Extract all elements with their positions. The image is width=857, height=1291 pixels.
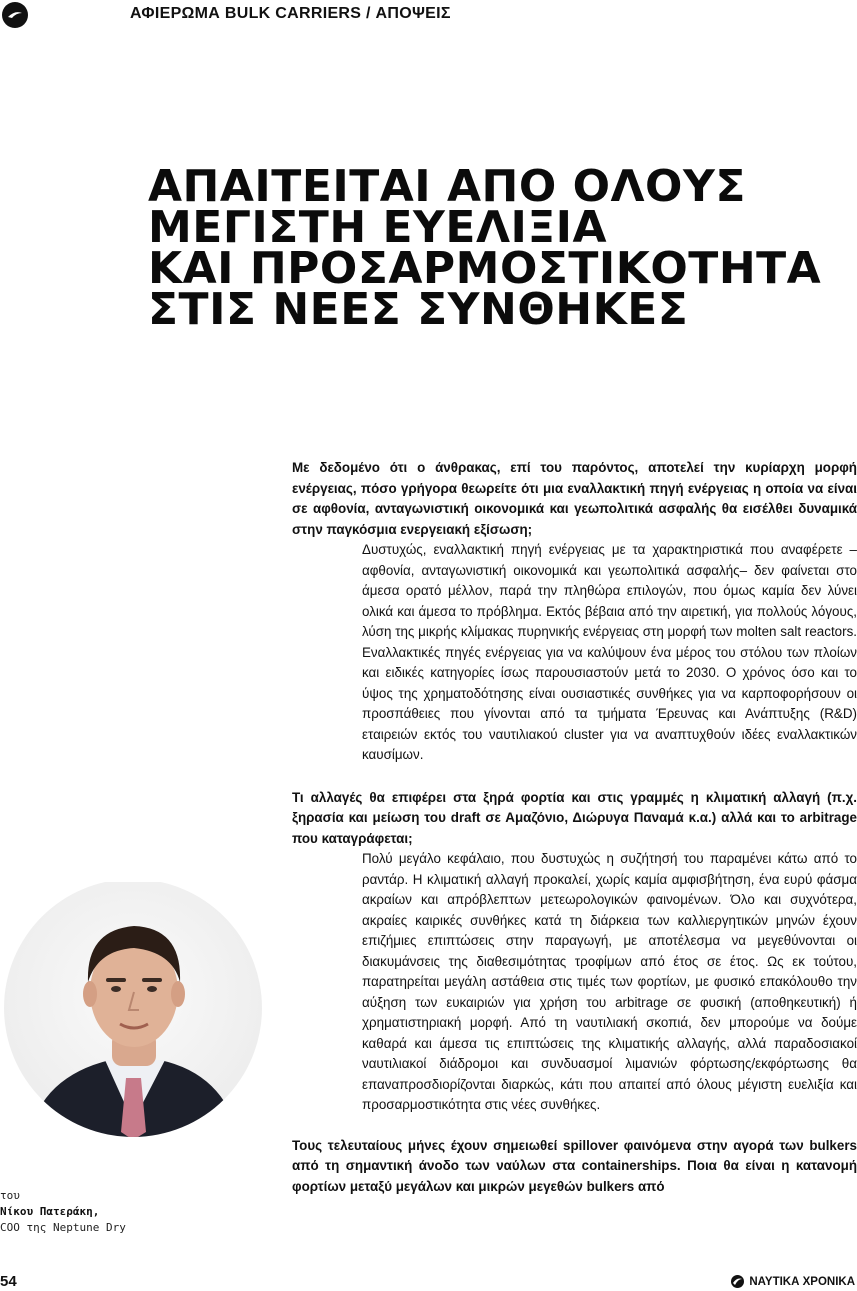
magazine-logo-icon: [2, 2, 28, 28]
headline-line: ΜΕΓΙΣΤΗ ΕΥΕΛΙΞΙΑ: [148, 202, 608, 253]
interview-question: Τι αλλαγές θα επιφέρει στα ξηρά φορτία και στις γραμμές η κλιματική αλλαγή (π.χ. ξηρασία και μείωση του draft σε Αμαζόνιο, Διώρυγα Παναμά κ.α.) αλλά και το arbitrage που καταγράφεται;: [292, 789, 857, 846]
article-body: [292, 458, 857, 1197]
interview-question: Τους τελευταίους μήνες έχουν σημειωθεί spillover φαινόμενα στην αγορά των bulkers από τη σημαντική άνοδο των ναύλων στα containerships. Ποια θα είναι η κατανομή φορτίων μεταξύ μεγάλων και μικρών μεγεθών bulkers από: [292, 1137, 857, 1194]
interview-question: Με δεδομένο ότι ο άνθρακας, επί του παρόντος, αποτελεί την κυρίαρχη μορφή ενέργειας, πόσο γρήγορα θεωρείτε ότι μια εναλλακτική πηγή ενέργειας η οποία να είναι σε αφθονία, ανταγωνιστική οικονομικά και γεωπολιτικά ασφαλής θα εισέλθει δυναμικά στην παγκόσμια ενεργειακή εξίσωση;: [292, 460, 857, 537]
byline: [0, 1188, 126, 1236]
headline-line: ΚΑΙ ΠΡΟΣΑΡΜΟΣΤΙΚΟΤΗΤΑ: [148, 243, 822, 294]
section-label: ΑΦΙΕΡΩΜΑ BULK CARRIERS / ΑΠΟΨΕΙΣ: [130, 5, 451, 22]
footer-brand: [731, 1275, 855, 1288]
interview-answer: Πολύ μεγάλο κεφάλαιο, που δυστυχώς η συζήτησή του παραμένει κάτω από το ραντάρ. Η κλιματική αλλαγή προκαλεί, χωρίς καμία αμφισβήτηση, ένα ευρύ φάσμα ακραίων και απρόβλεπτων μετεωρολογικών φαινομένων. Όλο και συχνότερα, ακραίες καιρικές συνθήκες κατά τη διάρκεια των καλλιεργητικών μηνών έχουν επιζήμιες επιπτώσεις στην παραγωγή, με αποτέλεσμα να μεγεθύνονται οι διακυμάνσεις της διαθεσιμότητας τροφίμων από έτος σε έτος. Ως εκ τούτου, παρατηρείται μεγάλη αστάθεια στις τιμές των φορτίων, με φυσικό επακόλουθο την αύξηση των ευκαιριών για χρήση του arbitrage σε φυσική (αποθηκευτική) ή χρηματιστηριακή μορφή. Από τη ναυτιλιακή σκοπιά, δεν μπορούμε να δούμε καθαρά και άμεσα τις επιπτώσεις της κλιματικής αλλαγής, αλλά παραδοσιακοί ναυτιλιακοί διάδρομοι και συνδυασμοί λιμανιών φόρτωσης/εκφόρτωσης θα επαναπροσδιορίζονται διαρκώς, κάτι που απαιτεί από όλους μέγιστη ευελιξία και προσαρμοστικότητα στις νέες συνθήκες.: [362, 851, 857, 1112]
interviewee-portrait: [0, 882, 270, 1140]
author-name: Νίκου Πατεράκη,: [0, 1205, 100, 1218]
brand-logo-icon: [731, 1275, 744, 1288]
brand-name: ΝΑΥΤΙΚΑ ΧΡΟΝΙΚΑ: [749, 1275, 855, 1288]
byline-prefix: του: [0, 1189, 20, 1202]
page-title: [148, 161, 848, 335]
headline-line: ΣΤΙΣ ΝΕΕΣ ΣΥΝΘΗΚΕΣ: [148, 284, 689, 335]
author-role: COO της Neptune Dry: [0, 1221, 126, 1234]
interview-answer: Δυστυχώς, εναλλακτική πηγή ενέργειας με τα χαρακτηριστικά που αναφέρετε –αφθονία, ανταγωνιστική οικονομικά και γεωπολιτικά ασφαλής– δεν φαίνεται στο άμεσα ορατό μέλλον, παρά την πληθώρα επιλογών, που όμως καμία δεν λύνει ολικά και άμεσα το πρόβλημα. Εκτός βέβαια από την αιρετική, για πολλούς λόγους, λύση της μικρής κλίμακας πυρηνικής ενέργειας στη μορφή των molten salt reactors. Εναλλακτικές πηγές ενέργειας για να καλύψουν ένα μέρος του στόλου των πλοίων και ειδικές κατηγορίες ίσως παρουσιαστούν μετά το 2030. Ο χρόνος όσο και το ύψος της χρηματοδότησης είναι ουσιαστικές συνθήκες για να καρποφορήσουν οι προσπάθειες που γίνονται από τα τμήματα Έρευνας και Ανάπτυξης (R&D) εταιρειών εκτός του ναυτιλιακού cluster για να αναπτυχθούν ιδέες εναλλακτικών καυσίμων.: [362, 542, 857, 762]
headline-line: ΑΠΑΙΤΕΙΤΑΙ ΑΠΟ ΟΛΟΥΣ: [148, 161, 746, 212]
page-number: 54: [0, 1273, 17, 1290]
